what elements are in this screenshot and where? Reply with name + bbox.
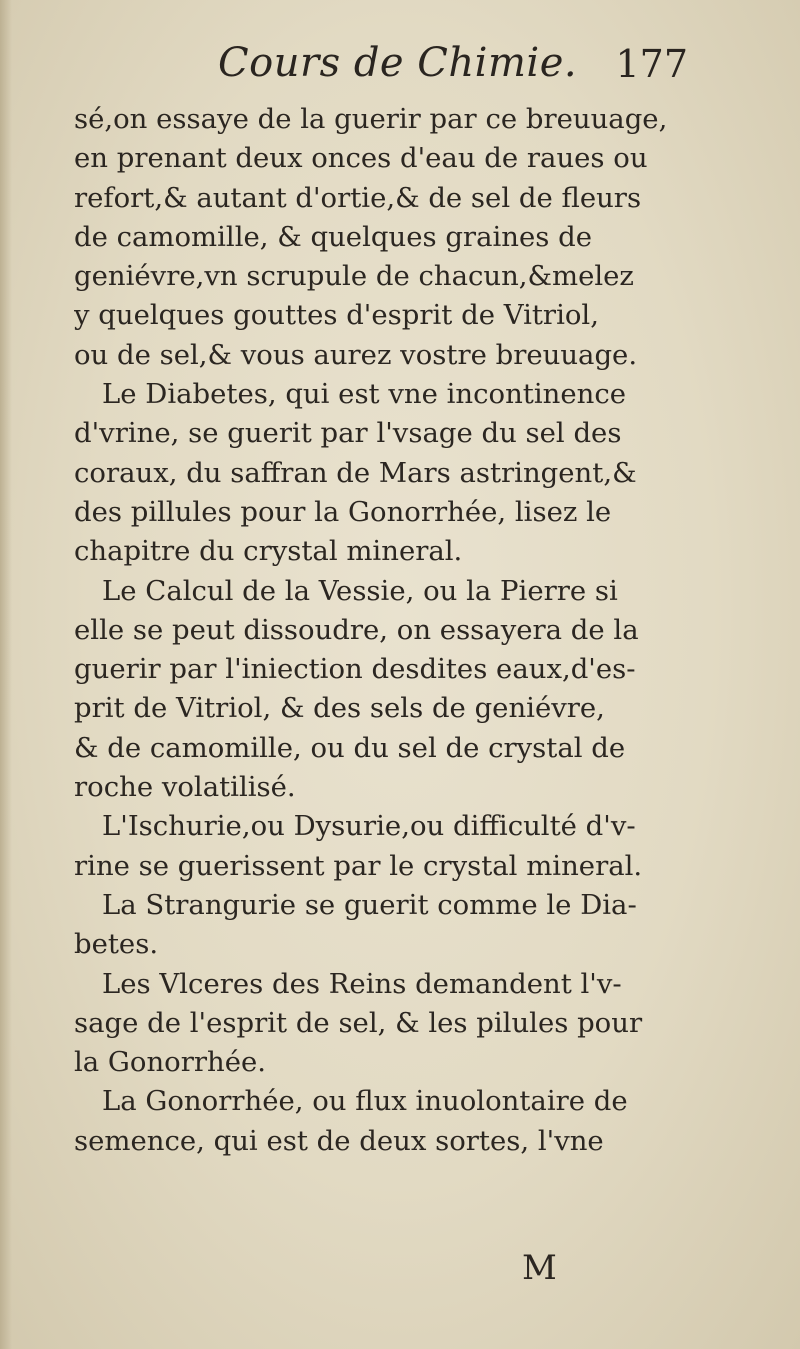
text-line: la Gonorrhée. <box>74 1046 267 1079</box>
text-line: sage de l'esprit de sel, & les pilules pour <box>74 1006 643 1039</box>
page-header <box>78 40 688 100</box>
text-line: sé,on essaye de la guerir par ce breuuage, <box>74 103 668 135</box>
text-line: y quelques gouttes d'esprit de Vitriol, <box>74 299 599 332</box>
paragraph-start-diabetes: Le Diabetes, qui est vne incontinence <box>102 378 627 411</box>
text-line: roche volatilisé. <box>74 771 296 804</box>
running-title: Cours de Chimie. <box>218 40 578 86</box>
text-line: guerir par l'iniection desdites eaux,d'es- <box>74 653 636 686</box>
text-line: elle se peut dissoudre, on essayera de la <box>74 613 639 646</box>
text-line: de camomille, & quelques graines de <box>74 220 592 253</box>
signature-mark: M <box>522 1248 557 1288</box>
text-line: geniévre,vn scrupule de chacun,&melez <box>74 260 634 293</box>
paragraph-start-vlceres: Les Vlceres des Reins demandent l'v- <box>102 967 622 1000</box>
body-text <box>74 100 688 1161</box>
text-line: chapitre du crystal mineral. <box>74 535 463 568</box>
text-line: d'vrine, se guerit par l'vsage du sel des <box>74 417 622 450</box>
text-line: & de camomille, ou du sel de crystal de <box>74 731 626 764</box>
text-line: en prenant deux onces d'eau de raues ou <box>74 142 648 175</box>
paragraph-start-calcul: Le Calcul de la Vessie, ou la Pierre si <box>102 574 618 607</box>
page-number: 177 <box>615 42 688 86</box>
text-line: coraux, du saffran de Mars astringent,& <box>74 456 637 489</box>
paragraph-start-gonorrhee: La Gonorrhée, ou flux inuolontaire de <box>102 1085 628 1118</box>
text-line: betes. <box>74 928 159 961</box>
text-line: rine se guerissent par le crystal mineral. <box>74 849 643 882</box>
text-line: semence, qui est de deux sortes, l'vne <box>74 1124 604 1157</box>
text-line: des pillules pour la Gonorrhée, lisez le <box>74 495 612 528</box>
text-line: ou de sel,& vous aurez vostre breuuage. <box>74 338 638 371</box>
text-line: refort,& autant d'ortie,& de sel de fleurs <box>74 181 642 214</box>
paragraph-start-strangurie: La Strangurie se guerit comme le Dia- <box>102 888 637 921</box>
page-edge-shadow <box>0 0 12 1349</box>
text-line: prit de Vitriol, & des sels de geniévre, <box>74 692 605 725</box>
paragraph-start-ischurie: L'Ischurie,ou Dysurie,ou difficulté d'v- <box>102 810 636 843</box>
